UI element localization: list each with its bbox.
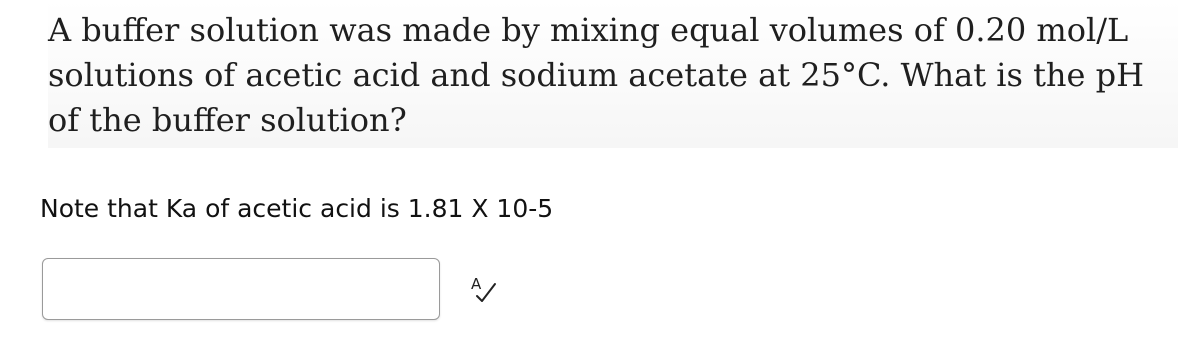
question-text: [48, 8, 1178, 143]
note-text: Note that Ka of acetic acid is 1.81 X 10-5: [40, 194, 554, 223]
answer-input[interactable]: [42, 258, 440, 320]
question-line-2: solutions of acetic acid and sodium acetate at 25°C. What is the pH: [48, 56, 1145, 94]
question-block: [48, 0, 1178, 148]
question-line-1: A buffer solution was made by mixing equal volumes of 0.20 mol/L: [48, 11, 1129, 49]
spellcheck-icon: [468, 273, 502, 305]
spellcheck-button[interactable]: [468, 273, 502, 305]
spellcheck-glyph: A: [471, 275, 482, 293]
question-line-3: of the buffer solution?: [48, 101, 407, 139]
